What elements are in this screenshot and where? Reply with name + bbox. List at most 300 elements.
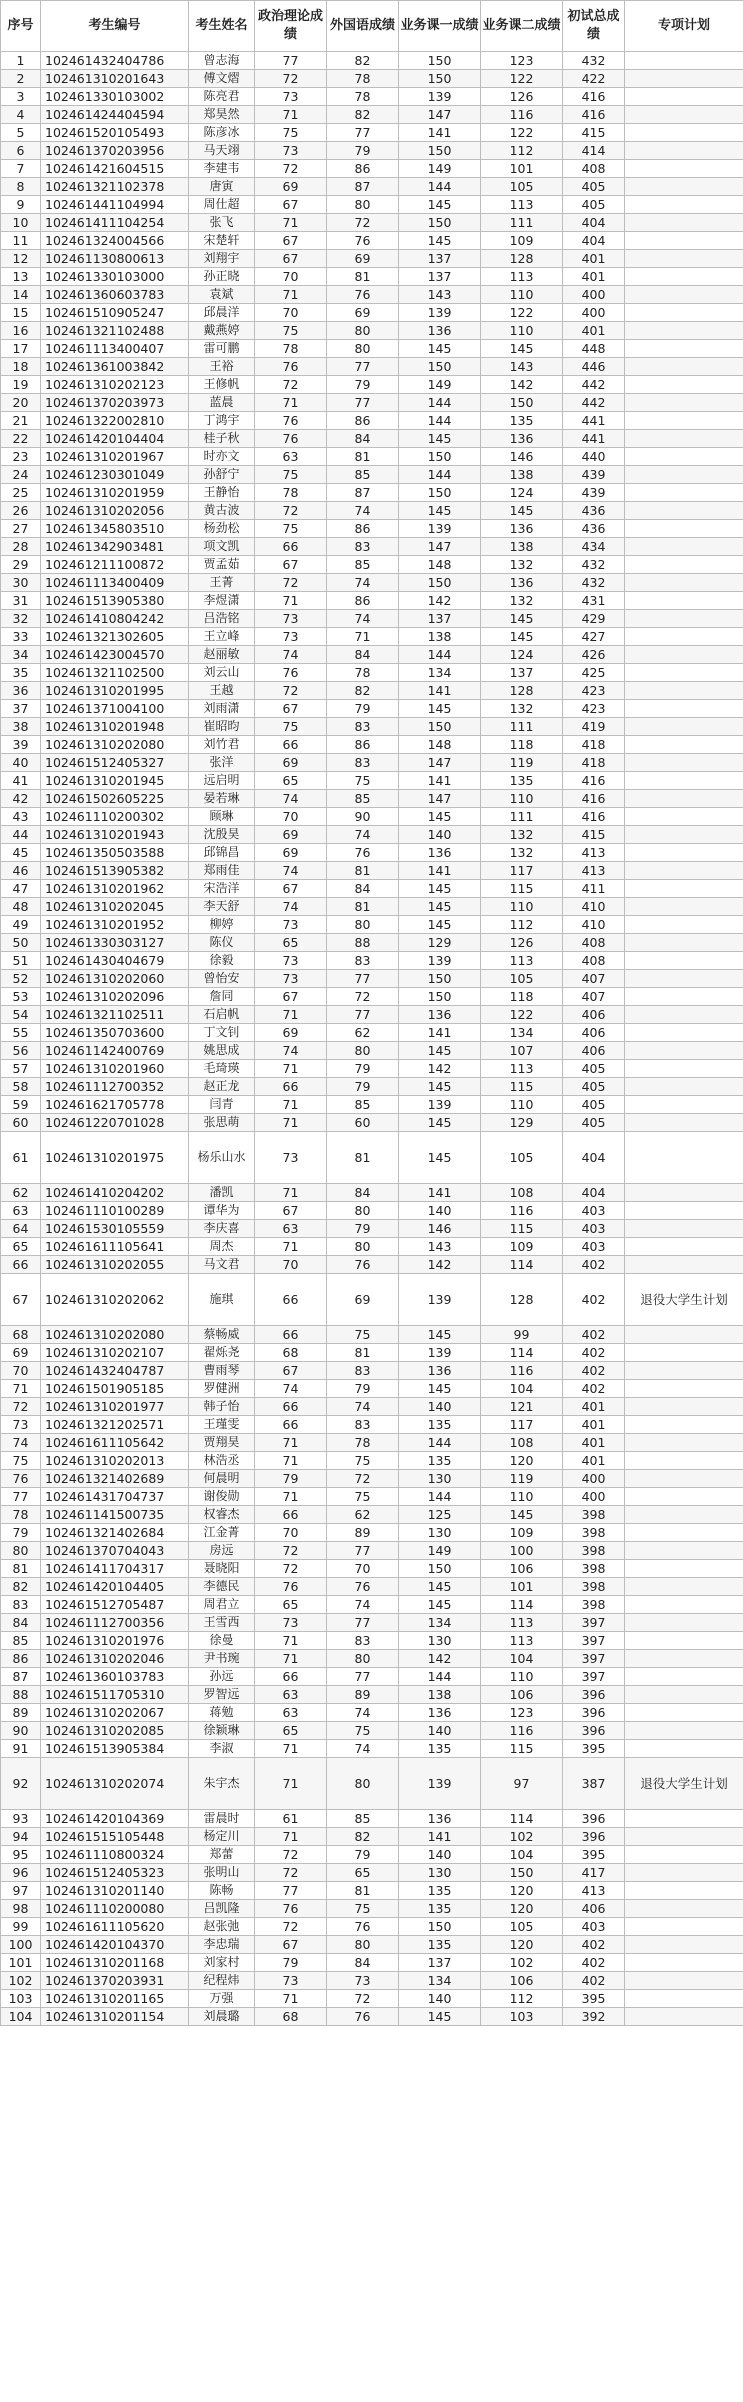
student-name: 翟烁尧 bbox=[189, 1344, 255, 1362]
row-index: 21 bbox=[1, 412, 41, 430]
politics-score: 78 bbox=[255, 340, 327, 358]
course-1-score: 144 bbox=[399, 394, 481, 412]
table-row bbox=[1, 898, 743, 916]
special-plan bbox=[625, 1810, 743, 1828]
foreign-language-score: 75 bbox=[327, 1900, 399, 1918]
table-row bbox=[1, 466, 743, 484]
course-2-score: 111 bbox=[481, 214, 563, 232]
foreign-language-score: 76 bbox=[327, 2008, 399, 2026]
course-2-score: 145 bbox=[481, 610, 563, 628]
course-2-score: 110 bbox=[481, 1096, 563, 1114]
exam-id: 102461360103783 bbox=[41, 1668, 189, 1686]
foreign-language-score: 79 bbox=[327, 1380, 399, 1398]
course-1-score: 137 bbox=[399, 250, 481, 268]
table-row bbox=[1, 826, 743, 844]
row-index: 41 bbox=[1, 772, 41, 790]
special-plan bbox=[625, 394, 743, 412]
row-index: 79 bbox=[1, 1524, 41, 1542]
student-name: 贾孟茹 bbox=[189, 556, 255, 574]
exam-id: 102461502605225 bbox=[41, 790, 189, 808]
foreign-language-score: 69 bbox=[327, 250, 399, 268]
course-2-score: 150 bbox=[481, 1864, 563, 1882]
row-index: 91 bbox=[1, 1740, 41, 1758]
row-index: 53 bbox=[1, 988, 41, 1006]
foreign-language-score: 81 bbox=[327, 862, 399, 880]
row-index: 29 bbox=[1, 556, 41, 574]
exam-id: 102461410804242 bbox=[41, 610, 189, 628]
total-score: 431 bbox=[563, 592, 625, 610]
politics-score: 67 bbox=[255, 232, 327, 250]
foreign-language-score: 85 bbox=[327, 1810, 399, 1828]
total-score: 413 bbox=[563, 1882, 625, 1900]
student-name: 罗智远 bbox=[189, 1686, 255, 1704]
row-index: 5 bbox=[1, 124, 41, 142]
exam-id: 102461370203931 bbox=[41, 1972, 189, 1990]
special-plan bbox=[625, 1506, 743, 1524]
total-score: 401 bbox=[563, 268, 625, 286]
student-name: 潘凯 bbox=[189, 1184, 255, 1202]
foreign-language-score: 80 bbox=[327, 1202, 399, 1220]
total-score: 397 bbox=[563, 1668, 625, 1686]
exam-id: 102461420104405 bbox=[41, 1578, 189, 1596]
course-2-score: 106 bbox=[481, 1972, 563, 1990]
student-name: 崔昭昀 bbox=[189, 718, 255, 736]
course-1-score: 130 bbox=[399, 1470, 481, 1488]
course-1-score: 141 bbox=[399, 1184, 481, 1202]
total-score: 446 bbox=[563, 358, 625, 376]
politics-score: 66 bbox=[255, 1416, 327, 1434]
course-1-score: 142 bbox=[399, 1060, 481, 1078]
course-1-score: 137 bbox=[399, 268, 481, 286]
foreign-language-score: 74 bbox=[327, 1398, 399, 1416]
table-row bbox=[1, 1560, 743, 1578]
row-index: 87 bbox=[1, 1668, 41, 1686]
row-index: 24 bbox=[1, 466, 41, 484]
table-row bbox=[1, 70, 743, 88]
course-1-score: 130 bbox=[399, 1524, 481, 1542]
student-name: 赵正龙 bbox=[189, 1078, 255, 1096]
politics-score: 71 bbox=[255, 1990, 327, 2008]
politics-score: 63 bbox=[255, 1704, 327, 1722]
row-index: 83 bbox=[1, 1596, 41, 1614]
exam-id: 102461321102500 bbox=[41, 664, 189, 682]
table-row bbox=[1, 700, 743, 718]
politics-score: 73 bbox=[255, 142, 327, 160]
student-name: 宋浩洋 bbox=[189, 880, 255, 898]
student-name: 聂晓阳 bbox=[189, 1560, 255, 1578]
student-name: 权睿杰 bbox=[189, 1506, 255, 1524]
foreign-language-score: 77 bbox=[327, 970, 399, 988]
table-row bbox=[1, 412, 743, 430]
table-row bbox=[1, 808, 743, 826]
special-plan bbox=[625, 1380, 743, 1398]
total-score: 414 bbox=[563, 142, 625, 160]
foreign-language-score: 79 bbox=[327, 1060, 399, 1078]
student-name: 刘云山 bbox=[189, 664, 255, 682]
course-1-score: 150 bbox=[399, 448, 481, 466]
row-index: 46 bbox=[1, 862, 41, 880]
course-1-score: 143 bbox=[399, 1238, 481, 1256]
student-name: 刘雨潇 bbox=[189, 700, 255, 718]
politics-score: 74 bbox=[255, 898, 327, 916]
politics-score: 72 bbox=[255, 70, 327, 88]
exam-id: 102461421604515 bbox=[41, 160, 189, 178]
student-name: 李煜潇 bbox=[189, 592, 255, 610]
special-plan bbox=[625, 250, 743, 268]
exam-id: 102461520105493 bbox=[41, 124, 189, 142]
row-index: 40 bbox=[1, 754, 41, 772]
student-name: 韩子怡 bbox=[189, 1398, 255, 1416]
special-plan bbox=[625, 1596, 743, 1614]
politics-score: 79 bbox=[255, 1470, 327, 1488]
politics-score: 69 bbox=[255, 844, 327, 862]
special-plan bbox=[625, 1238, 743, 1256]
total-score: 404 bbox=[563, 232, 625, 250]
row-index: 3 bbox=[1, 88, 41, 106]
row-index: 81 bbox=[1, 1560, 41, 1578]
total-score: 441 bbox=[563, 412, 625, 430]
special-plan bbox=[625, 160, 743, 178]
course-1-score: 137 bbox=[399, 1954, 481, 1972]
politics-score: 75 bbox=[255, 124, 327, 142]
special-plan bbox=[625, 934, 743, 952]
course-1-score: 145 bbox=[399, 1596, 481, 1614]
course-1-score: 139 bbox=[399, 304, 481, 322]
total-score: 400 bbox=[563, 304, 625, 322]
table-row bbox=[1, 556, 743, 574]
student-name: 戴燕婷 bbox=[189, 322, 255, 340]
table-row bbox=[1, 1202, 743, 1220]
course-2-score: 132 bbox=[481, 826, 563, 844]
special-plan bbox=[625, 1846, 743, 1864]
foreign-language-score: 75 bbox=[327, 1326, 399, 1344]
course-1-score: 144 bbox=[399, 412, 481, 430]
course-1-score: 150 bbox=[399, 142, 481, 160]
row-index: 9 bbox=[1, 196, 41, 214]
total-score: 398 bbox=[563, 1542, 625, 1560]
student-name: 王瑾雯 bbox=[189, 1416, 255, 1434]
course-1-score: 139 bbox=[399, 952, 481, 970]
row-index: 26 bbox=[1, 502, 41, 520]
course-2-score: 109 bbox=[481, 1524, 563, 1542]
table-row bbox=[1, 322, 743, 340]
student-name: 孙远 bbox=[189, 1668, 255, 1686]
total-score: 401 bbox=[563, 322, 625, 340]
total-score: 415 bbox=[563, 826, 625, 844]
student-name: 曹雨琴 bbox=[189, 1362, 255, 1380]
special-plan bbox=[625, 718, 743, 736]
table-row bbox=[1, 52, 743, 70]
special-plan bbox=[625, 808, 743, 826]
foreign-language-score: 83 bbox=[327, 1416, 399, 1434]
course-1-score: 150 bbox=[399, 718, 481, 736]
row-index: 63 bbox=[1, 1202, 41, 1220]
politics-score: 77 bbox=[255, 52, 327, 70]
foreign-language-score: 83 bbox=[327, 754, 399, 772]
student-name: 陈彦冰 bbox=[189, 124, 255, 142]
course-2-score: 136 bbox=[481, 430, 563, 448]
table-row bbox=[1, 232, 743, 250]
foreign-language-score: 84 bbox=[327, 1954, 399, 1972]
total-score: 442 bbox=[563, 376, 625, 394]
exam-id: 102461321302605 bbox=[41, 628, 189, 646]
student-name: 张飞 bbox=[189, 214, 255, 232]
special-plan bbox=[625, 1686, 743, 1704]
exam-id: 102461113400409 bbox=[41, 574, 189, 592]
politics-score: 77 bbox=[255, 1882, 327, 1900]
total-score: 406 bbox=[563, 1006, 625, 1024]
course-1-score: 140 bbox=[399, 1202, 481, 1220]
course-2-score: 118 bbox=[481, 988, 563, 1006]
course-2-score: 102 bbox=[481, 1954, 563, 1972]
course-2-score: 136 bbox=[481, 574, 563, 592]
exam-id: 102461371004100 bbox=[41, 700, 189, 718]
exam-id: 102461321102511 bbox=[41, 1006, 189, 1024]
student-name: 马文君 bbox=[189, 1256, 255, 1274]
total-score: 440 bbox=[563, 448, 625, 466]
course-2-score: 122 bbox=[481, 1006, 563, 1024]
course-2-score: 122 bbox=[481, 304, 563, 322]
special-plan bbox=[625, 88, 743, 106]
total-score: 405 bbox=[563, 1096, 625, 1114]
course-2-score: 105 bbox=[481, 1132, 563, 1184]
foreign-language-score: 90 bbox=[327, 808, 399, 826]
exam-id: 102461310201975 bbox=[41, 1132, 189, 1184]
exam-id: 102461230301049 bbox=[41, 466, 189, 484]
total-score: 405 bbox=[563, 196, 625, 214]
student-name: 闫青 bbox=[189, 1096, 255, 1114]
politics-score: 66 bbox=[255, 1506, 327, 1524]
foreign-language-score: 74 bbox=[327, 610, 399, 628]
course-2-score: 113 bbox=[481, 1060, 563, 1078]
exam-id: 102461310202123 bbox=[41, 376, 189, 394]
course-2-score: 110 bbox=[481, 322, 563, 340]
politics-score: 73 bbox=[255, 1972, 327, 1990]
course-2-score: 128 bbox=[481, 1274, 563, 1326]
student-name: 刘晨璐 bbox=[189, 2008, 255, 2026]
course-2-score: 110 bbox=[481, 286, 563, 304]
student-name: 丁鸿宇 bbox=[189, 412, 255, 430]
course-1-score: 145 bbox=[399, 232, 481, 250]
table-row bbox=[1, 376, 743, 394]
row-index: 25 bbox=[1, 484, 41, 502]
student-name: 李建韦 bbox=[189, 160, 255, 178]
total-score: 405 bbox=[563, 1078, 625, 1096]
row-index: 58 bbox=[1, 1078, 41, 1096]
course-1-score: 139 bbox=[399, 88, 481, 106]
special-plan bbox=[625, 268, 743, 286]
row-index: 18 bbox=[1, 358, 41, 376]
exam-id: 102461310202046 bbox=[41, 1650, 189, 1668]
foreign-language-score: 80 bbox=[327, 1936, 399, 1954]
total-score: 408 bbox=[563, 160, 625, 178]
foreign-language-score: 81 bbox=[327, 1132, 399, 1184]
total-score: 432 bbox=[563, 556, 625, 574]
table-row bbox=[1, 1416, 743, 1434]
table-row bbox=[1, 538, 743, 556]
course-1-score: 135 bbox=[399, 1452, 481, 1470]
course-2-score: 111 bbox=[481, 808, 563, 826]
exam-id: 102461110100289 bbox=[41, 1202, 189, 1220]
special-plan bbox=[625, 70, 743, 88]
foreign-language-score: 80 bbox=[327, 340, 399, 358]
student-name: 柳婷 bbox=[189, 916, 255, 934]
special-plan bbox=[625, 1668, 743, 1686]
course-1-score: 144 bbox=[399, 1488, 481, 1506]
politics-score: 67 bbox=[255, 880, 327, 898]
politics-score: 71 bbox=[255, 394, 327, 412]
course-2-score: 105 bbox=[481, 1918, 563, 1936]
table-row bbox=[1, 340, 743, 358]
course-2-score: 120 bbox=[481, 1452, 563, 1470]
politics-score: 66 bbox=[255, 1274, 327, 1326]
special-plan: 退役大学生计划 bbox=[625, 1274, 743, 1326]
row-index: 60 bbox=[1, 1114, 41, 1132]
special-plan bbox=[625, 970, 743, 988]
row-index: 66 bbox=[1, 1256, 41, 1274]
special-plan bbox=[625, 1416, 743, 1434]
course-1-score: 143 bbox=[399, 286, 481, 304]
foreign-language-score: 83 bbox=[327, 1632, 399, 1650]
special-plan bbox=[625, 196, 743, 214]
student-name: 杨劲松 bbox=[189, 520, 255, 538]
foreign-language-score: 80 bbox=[327, 1650, 399, 1668]
politics-score: 70 bbox=[255, 808, 327, 826]
table-row bbox=[1, 394, 743, 412]
exam-id: 102461310202074 bbox=[41, 1758, 189, 1810]
special-plan bbox=[625, 682, 743, 700]
politics-score: 67 bbox=[255, 556, 327, 574]
politics-score: 69 bbox=[255, 1024, 327, 1042]
row-index: 20 bbox=[1, 394, 41, 412]
total-score: 415 bbox=[563, 124, 625, 142]
course-1-score: 139 bbox=[399, 1274, 481, 1326]
foreign-language-score: 73 bbox=[327, 1972, 399, 1990]
table-row bbox=[1, 1006, 743, 1024]
course-1-score: 134 bbox=[399, 1614, 481, 1632]
row-index: 2 bbox=[1, 70, 41, 88]
course-1-score: 141 bbox=[399, 1024, 481, 1042]
exam-id: 102461310201165 bbox=[41, 1990, 189, 2008]
student-name: 赵张弛 bbox=[189, 1918, 255, 1936]
course-2-score: 132 bbox=[481, 556, 563, 574]
table-row bbox=[1, 520, 743, 538]
course-1-score: 144 bbox=[399, 178, 481, 196]
total-score: 395 bbox=[563, 1740, 625, 1758]
row-index: 38 bbox=[1, 718, 41, 736]
course-2-score: 120 bbox=[481, 1882, 563, 1900]
student-name: 李淑 bbox=[189, 1740, 255, 1758]
foreign-language-score: 87 bbox=[327, 178, 399, 196]
table-row bbox=[1, 916, 743, 934]
exam-id: 102461411104254 bbox=[41, 214, 189, 232]
total-score: 416 bbox=[563, 106, 625, 124]
foreign-language-score: 75 bbox=[327, 1452, 399, 1470]
total-score: 425 bbox=[563, 664, 625, 682]
total-score: 401 bbox=[563, 1398, 625, 1416]
row-index: 6 bbox=[1, 142, 41, 160]
course-2-score: 138 bbox=[481, 538, 563, 556]
row-index: 8 bbox=[1, 178, 41, 196]
course-1-score: 135 bbox=[399, 1416, 481, 1434]
special-plan bbox=[625, 52, 743, 70]
special-plan bbox=[625, 502, 743, 520]
foreign-language-score: 81 bbox=[327, 1344, 399, 1362]
exam-id: 102461511705310 bbox=[41, 1686, 189, 1704]
student-name: 吕凯隆 bbox=[189, 1900, 255, 1918]
table-row bbox=[1, 718, 743, 736]
student-name: 孙舒宁 bbox=[189, 466, 255, 484]
course-1-score: 147 bbox=[399, 790, 481, 808]
table-row bbox=[1, 790, 743, 808]
row-index: 17 bbox=[1, 340, 41, 358]
row-index: 14 bbox=[1, 286, 41, 304]
student-name: 晏若琳 bbox=[189, 790, 255, 808]
foreign-language-score: 82 bbox=[327, 52, 399, 70]
course-2-score: 132 bbox=[481, 700, 563, 718]
table-row bbox=[1, 1256, 743, 1274]
course-1-score: 147 bbox=[399, 538, 481, 556]
row-index: 93 bbox=[1, 1810, 41, 1828]
total-score: 427 bbox=[563, 628, 625, 646]
table-row bbox=[1, 772, 743, 790]
row-index: 94 bbox=[1, 1828, 41, 1846]
special-plan bbox=[625, 628, 743, 646]
total-score: 396 bbox=[563, 1810, 625, 1828]
politics-score: 71 bbox=[255, 1114, 327, 1132]
row-index: 67 bbox=[1, 1274, 41, 1326]
course-1-score: 149 bbox=[399, 376, 481, 394]
student-name: 项文凯 bbox=[189, 538, 255, 556]
row-index: 54 bbox=[1, 1006, 41, 1024]
special-plan bbox=[625, 646, 743, 664]
table-row bbox=[1, 862, 743, 880]
student-name: 马天翊 bbox=[189, 142, 255, 160]
student-name: 纪程炜 bbox=[189, 1972, 255, 1990]
row-index: 15 bbox=[1, 304, 41, 322]
exam-id: 102461310201643 bbox=[41, 70, 189, 88]
exam-id: 102461310201960 bbox=[41, 1060, 189, 1078]
course-2-score: 115 bbox=[481, 1740, 563, 1758]
total-score: 401 bbox=[563, 1434, 625, 1452]
foreign-language-score: 60 bbox=[327, 1114, 399, 1132]
exam-id: 102461310202080 bbox=[41, 1326, 189, 1344]
course-2-score: 145 bbox=[481, 628, 563, 646]
special-plan: 退役大学生计划 bbox=[625, 1758, 743, 1810]
exam-id: 102461370704043 bbox=[41, 1542, 189, 1560]
row-index: 22 bbox=[1, 430, 41, 448]
special-plan bbox=[625, 1434, 743, 1452]
foreign-language-score: 80 bbox=[327, 1758, 399, 1810]
student-name: 谭华为 bbox=[189, 1202, 255, 1220]
exam-id: 102461310201977 bbox=[41, 1398, 189, 1416]
course-1-score: 150 bbox=[399, 970, 481, 988]
total-score: 395 bbox=[563, 1990, 625, 2008]
course-2-score: 115 bbox=[481, 1220, 563, 1238]
total-score: 423 bbox=[563, 682, 625, 700]
politics-score: 71 bbox=[255, 1758, 327, 1810]
foreign-language-score: 62 bbox=[327, 1506, 399, 1524]
politics-score: 79 bbox=[255, 1954, 327, 1972]
table-row bbox=[1, 106, 743, 124]
politics-score: 72 bbox=[255, 502, 327, 520]
course-2-score: 138 bbox=[481, 466, 563, 484]
student-name: 尹书琬 bbox=[189, 1650, 255, 1668]
special-plan bbox=[625, 1132, 743, 1184]
course-1-score: 147 bbox=[399, 754, 481, 772]
row-index: 65 bbox=[1, 1238, 41, 1256]
student-name: 周君立 bbox=[189, 1596, 255, 1614]
